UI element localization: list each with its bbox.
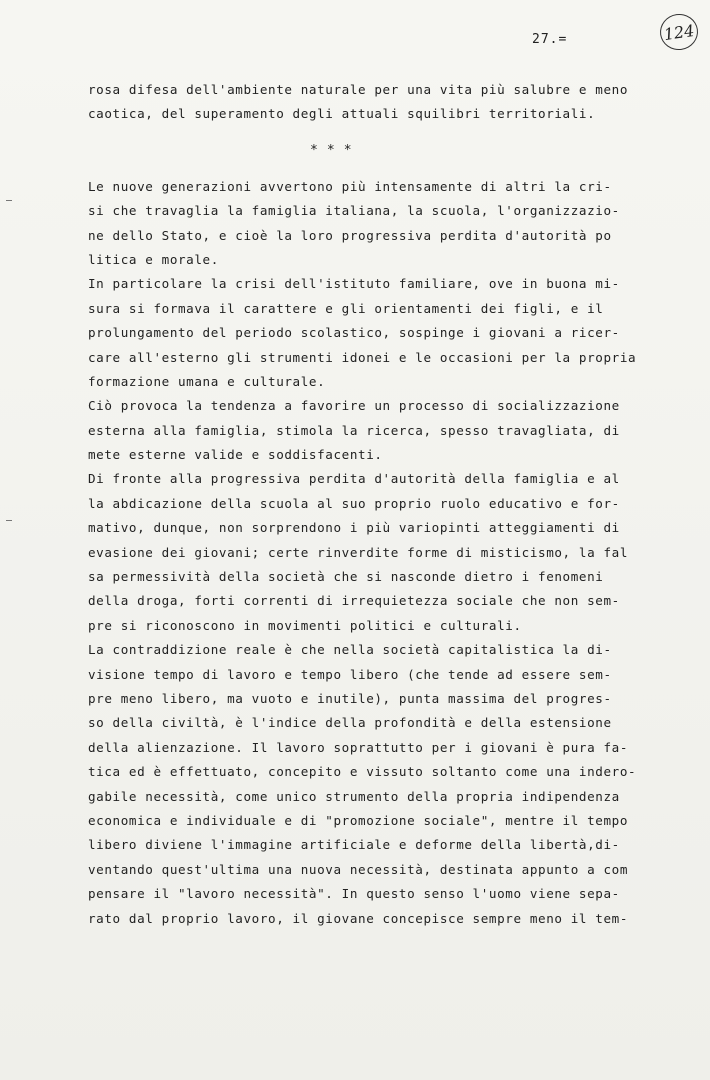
text-line: caotica, del superamento degli attuali squilibri territoriali. bbox=[88, 106, 596, 122]
text-line: rato dal proprio lavoro, il giovane concepisce sempre meno il tem- bbox=[88, 910, 629, 926]
text-line: pre meno libero, ma vuoto e inutile), punta massima del progres- bbox=[88, 690, 612, 706]
text-line: so della civiltà, è l'indice della profondità e della estensione bbox=[88, 715, 612, 731]
text-line: La contraddizione reale è che nella società capitalistica la di- bbox=[88, 642, 612, 658]
text-line: gabile necessità, come unico strumento della propria indipendenza bbox=[88, 788, 620, 804]
text-line: formazione umana e culturale. bbox=[88, 373, 326, 389]
text-line: evasione dei giovani; certe rinverdite forme di misticismo, la fal bbox=[88, 544, 629, 560]
text-line: rosa difesa dell'ambiente naturale per una vita più salubre e meno bbox=[88, 82, 629, 97]
text-line: economica e individuale e di "promozione sociale", mentre il tempo bbox=[88, 812, 629, 828]
text-line: care all'esterno gli strumenti idonei e le occasioni per la propria bbox=[88, 349, 637, 365]
text-line: libero diviene l'immagine artificiale e deforme della libertà,di- bbox=[88, 837, 620, 853]
text-line: si che travaglia la famiglia italiana, la scuola, l'organizzazio- bbox=[88, 203, 620, 219]
text-line: Le nuove generazioni avvertono più intensamente di altri la cri- bbox=[88, 178, 612, 194]
text-line: della alienzazione. Il lavoro soprattutto per i giovani è pura fa- bbox=[88, 739, 629, 755]
text-line: prolungamento del periodo scolastico, sospinge i giovani a ricer- bbox=[88, 325, 620, 341]
text-line: In particolare la crisi dell'istituto familiare, ove in buona mi- bbox=[88, 276, 620, 292]
text-line: Ciò provoca la tendenza a favorire un processo di socializzazione bbox=[88, 398, 620, 414]
margin-mark bbox=[6, 520, 12, 521]
text-line: tica ed è effettuato, concepito e vissuto soltanto come una indero- bbox=[88, 764, 637, 780]
text-line: ventando quest'ultima una nuova necessità, destinata appunto a com bbox=[88, 861, 629, 877]
text-line: ne dello Stato, e cioè la loro progressiva perdita d'autorità po bbox=[88, 227, 612, 243]
text-line: pre si riconoscono in movimenti politici e culturali. bbox=[88, 617, 522, 633]
text-line: pensare il "lavoro necessità". In questo senso l'uomo viene sepa- bbox=[88, 886, 620, 902]
text-line: sura si formava il carattere e gli orientamenti dei figli, e il bbox=[88, 300, 604, 316]
margin-mark bbox=[6, 200, 12, 201]
text-line: visione tempo di lavoro e tempo libero (che tende ad essere sem- bbox=[88, 666, 612, 682]
text-line: litica e morale. bbox=[88, 251, 219, 267]
text-line: della droga, forti correnti di irrequietezza sociale che non sem- bbox=[88, 593, 620, 609]
text-line: la abdicazione della scuola al suo proprio ruolo educativo e for- bbox=[88, 495, 620, 511]
archive-stamp: 124 bbox=[658, 12, 701, 53]
text-line: esterna alla famiglia, stimola la ricerca, spesso travagliata, di bbox=[88, 422, 620, 438]
text-line: sa permessività della società che si nasconde dietro i fenomeni bbox=[88, 569, 604, 585]
section-separator: * * * bbox=[310, 142, 353, 158]
text-line: mativo, dunque, non sorprendono i più variopinti atteggiamenti di bbox=[88, 520, 620, 536]
text-line: Di fronte alla progressiva perdita d'autorità della famiglia e al bbox=[88, 471, 620, 487]
main-paragraphs bbox=[88, 175, 648, 931]
text-line: mete esterne valide e soddisfacenti. bbox=[88, 447, 383, 463]
body-text bbox=[88, 78, 648, 931]
page-number: 27.= bbox=[532, 32, 568, 47]
